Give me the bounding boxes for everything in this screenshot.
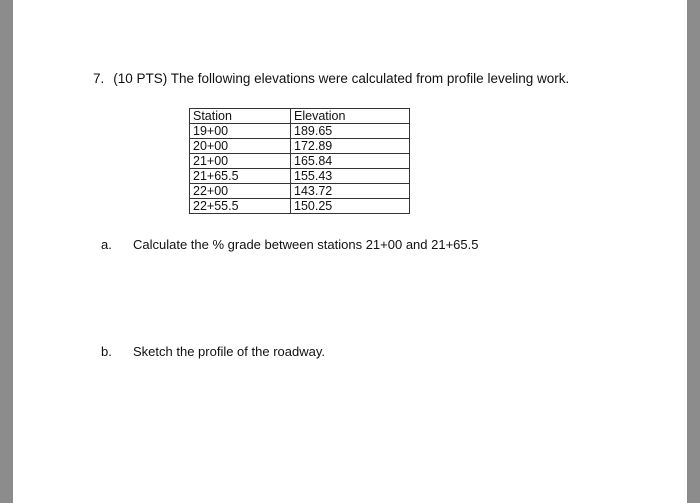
part-b-letter: b. — [101, 344, 112, 359]
table-row — [190, 184, 410, 199]
table-row — [190, 199, 410, 214]
station-cell: 21+00 — [190, 154, 291, 169]
header-station: Station — [190, 109, 291, 124]
table-header-row — [190, 109, 410, 124]
station-cell: 22+55.5 — [190, 199, 291, 214]
part-b — [101, 344, 325, 359]
question-text: (10 PTS) The following elevations were calculated from profile leveling work. — [113, 71, 570, 86]
station-cell: 20+00 — [190, 139, 291, 154]
part-b-text: Sketch the profile of the roadway. — [133, 344, 325, 359]
station-cell: 19+00 — [190, 124, 291, 139]
station-cell: 21+65.5 — [190, 169, 291, 184]
station-cell: 22+00 — [190, 184, 291, 199]
document-page — [13, 0, 687, 503]
header-elevation: Elevation — [291, 109, 410, 124]
part-a-letter: a. — [101, 237, 112, 252]
elevation-cell: 150.25 — [291, 199, 410, 214]
question-heading — [93, 71, 569, 86]
elevation-cell: 143.72 — [291, 184, 410, 199]
elevation-cell: 172.89 — [291, 139, 410, 154]
elevation-cell: 165.84 — [291, 154, 410, 169]
elevation-cell: 189.65 — [291, 124, 410, 139]
part-a — [101, 237, 478, 252]
table-row — [190, 124, 410, 139]
table-row — [190, 169, 410, 184]
table-row — [190, 139, 410, 154]
part-a-text: Calculate the % grade between stations 21+00 and 21+65.5 — [133, 237, 479, 252]
elevation-table — [189, 108, 410, 214]
question-number: 7. — [93, 71, 105, 86]
elevation-cell: 155.43 — [291, 169, 410, 184]
table-row — [190, 154, 410, 169]
